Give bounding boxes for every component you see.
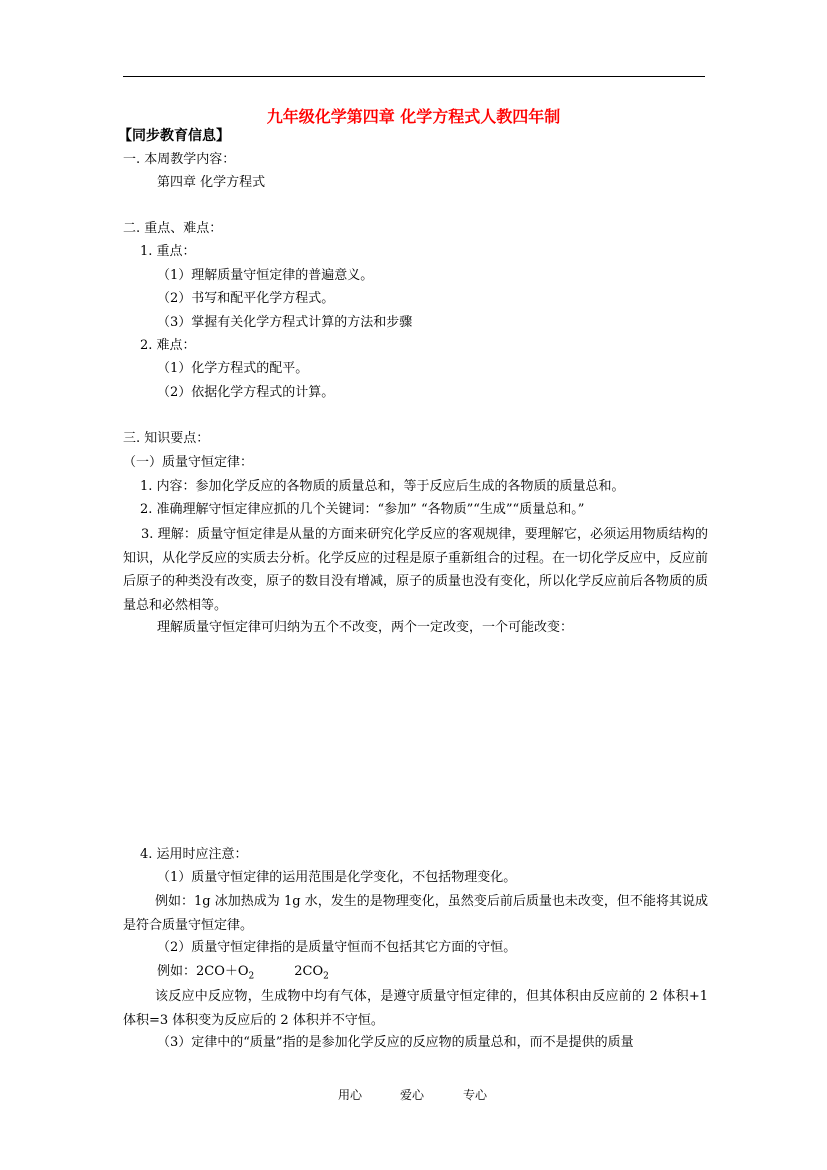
note-1-example: 例如：1g 冰加热成为 1g 水，发生的是物理变化，虽然变后前后质量也未改变，但不能将其说成是符合质量守恒定律。	[123, 894, 708, 933]
footer-text: 专心	[463, 1088, 488, 1102]
summary-line: 理解质量守恒定律可归纳为五个不改变，两个一定改变，一个可能改变：	[157, 620, 574, 635]
equation-subscript: 2	[323, 971, 329, 982]
note-2-explanation: 该反应中反应物，生成物中均有气体，是遵守质量守恒定律的，但其体积由反应前的 2 体积+1 体积=3 体积变为反应后的 2 体积并不守恒。	[123, 989, 708, 1028]
equation-reactants: 例如：2CO＋O	[157, 964, 249, 979]
footer-text: 爱心	[400, 1088, 425, 1102]
note-3: （3）定律中的“质量”指的是参加化学反应的反应物的质量总和，而不是提供的质量	[157, 1035, 634, 1050]
keywords-paragraph: 2. 准确理解守恒定律应抓的几个关键词：“参加” “各物质”“生成”“质量总和。”	[140, 502, 585, 517]
key-point-item: （3）掌握有关化学方程式计算的方法和步骤	[157, 315, 413, 330]
key-point-item: （2）书写和配平化学方程式。	[157, 291, 335, 306]
section-3-subheading: （一）质量守恒定律：	[123, 455, 254, 470]
section-3-label: 三. 知识要点：	[123, 431, 210, 446]
content-paragraph: 1. 内容：参加化学反应的各物质的质量总和，等于反应后生成的各物质的质量总和。	[140, 479, 625, 494]
equation-subscript: 2	[248, 971, 255, 982]
difficulties-label: 2. 难点：	[140, 338, 196, 353]
note-1: （1）质量守恒定律的运用范围是化学变化，不包括物理变化。	[157, 870, 517, 885]
understanding-paragraph: 3. 理解：质量守恒定律是从量的方面来研究化学反应的客观规律，要理解它，必须运用物质结构的知识，从化学反应的实质去分析。化学反应的过程是原子重新组合的过程。在一切化学反应中，反应前后原子的种类没有改变，原子的数目没有增减，原子的质量也没有变化，所以化学反应前后各物质的质量总和必然相等。	[123, 527, 709, 613]
equation-product: 2CO	[294, 964, 324, 979]
key-points-label: 1. 重点：	[140, 244, 196, 259]
section-info-heading: 【同步教育信息】	[118, 128, 230, 144]
footer-text: 用心	[338, 1088, 363, 1102]
difficulty-item: （1）化学方程式的配平。	[157, 361, 309, 376]
key-point-item: （1）理解质量守恒定律的普遍意义。	[157, 268, 374, 283]
difficulty-item: （2）依据化学方程式的计算。	[157, 385, 335, 400]
section-1-label: 一. 本周教学内容：	[123, 152, 236, 167]
equation-example	[157, 962, 329, 987]
document-title: 九年级化学第四章 化学方程式人教四年制	[266, 107, 561, 126]
header-rule	[123, 76, 705, 77]
note-2: （2）质量守恒定律指的是质量守恒而不包括其它方面的守恒。	[157, 940, 517, 955]
usage-notes-label: 4. 运用时应注意：	[140, 847, 248, 862]
section-2-label: 二. 重点、难点：	[123, 221, 223, 236]
section-1-content: 第四章 化学方程式	[157, 175, 266, 190]
